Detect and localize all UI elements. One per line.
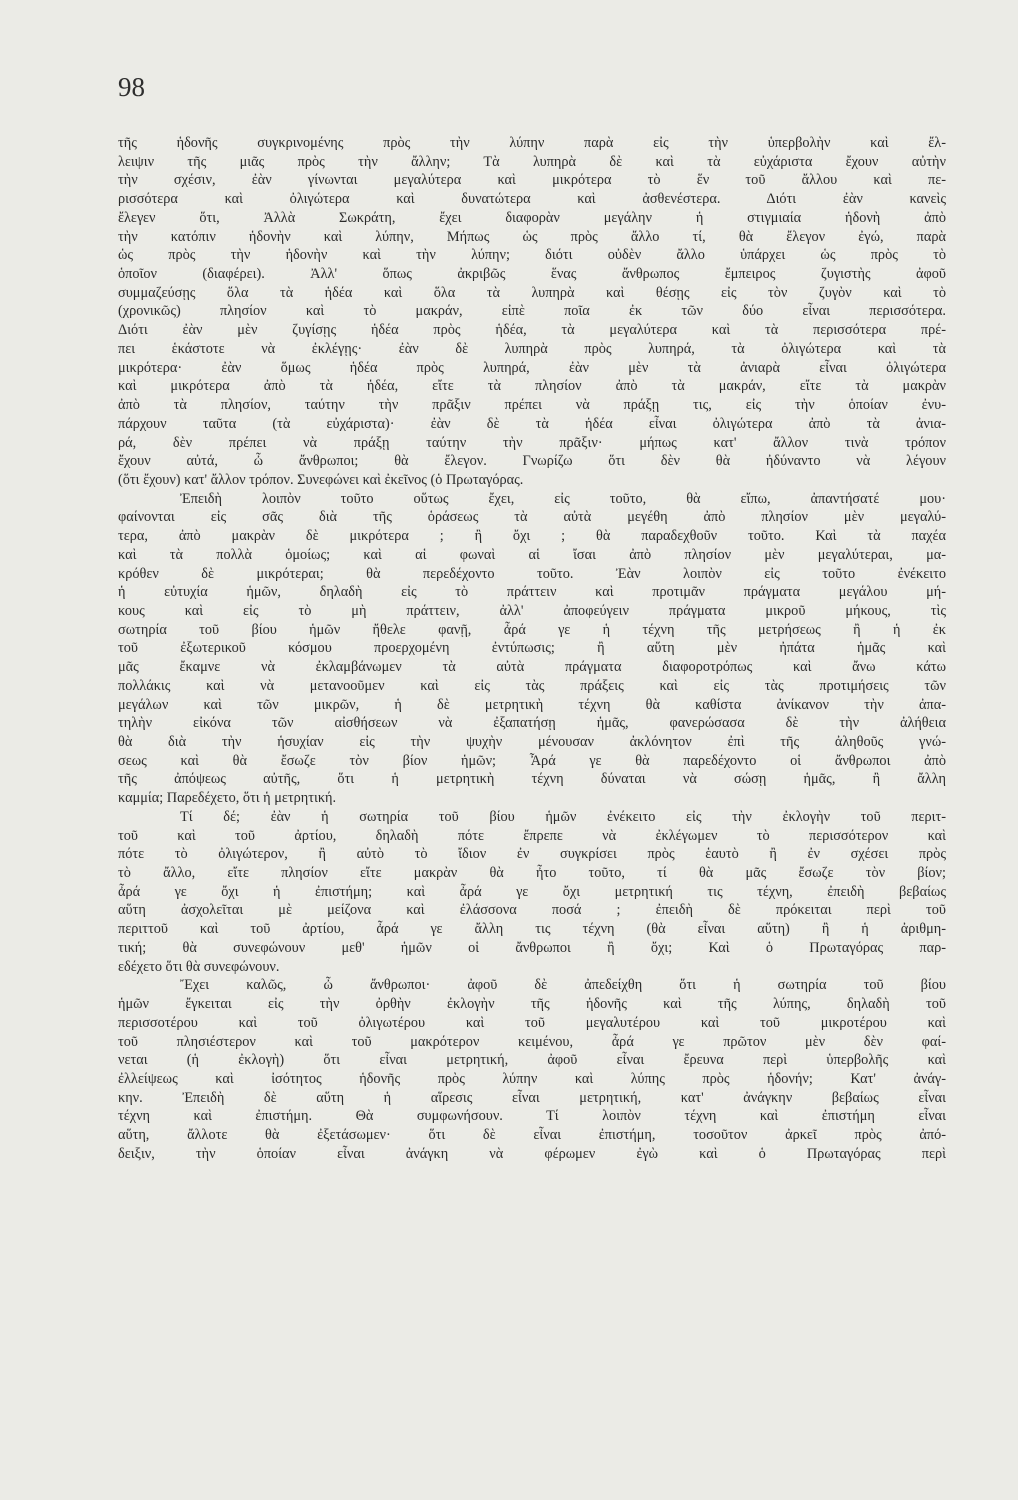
- text-line: κρόθεν δὲ μικρότεραι; θὰ περεδέχοντο τοῦτο. Ἐὰν λοιπὸν εἰς τοῦτο ἐνέκειτο: [118, 565, 946, 582]
- text-line: τοῦ πλησιέστερον καὶ τοῦ μακρότερον κειμένου, ἆρά γε πρῶτον μὲν δὲν φαί-: [118, 1033, 946, 1050]
- text-line: καὶ τὰ πολλὰ ὁμοίως; καὶ αἱ φωναὶ αἱ ἴσαι ἀπὸ πλησίον μὲν μεγαλύτεραι, μα-: [118, 546, 946, 563]
- text-line: τέχνη καὶ ἐπιστήμη. Θὰ συμφωνήσουν. Τί λοιπὸν τέχνη καὶ ἐπιστήμη εἶναι: [118, 1108, 946, 1125]
- text-line: καμμία; Παρεδέχετο, ὅτι ἡ μετρητική.: [118, 790, 337, 807]
- text-line: δειξιν, τὴν ὁποίαν εἶναι ἀνάγκη νὰ φέρωμεν ἐγὼ καὶ ὁ Πρωταγόρας περὶ: [118, 1145, 946, 1162]
- text-line: περισσοτέρου καὶ τοῦ ὀλιγωτέρου καὶ τοῦ μεγαλυτέρου καὶ τοῦ μικροτέρου καὶ: [118, 1014, 946, 1031]
- text-line: Ἐπειδὴ λοιπὸν τοῦτο οὕτως ἔχει, εἰς τοῦτο, θὰ εἴπω, ἀπαντήσατέ μου·: [180, 490, 946, 507]
- text-line: ἡμῶν ἔγκειται εἰς τὴν ὀρθὴν ἐκλογὴν τῆς ἡδονῆς καὶ τῆς λύπης, δηλαδὴ τοῦ: [118, 996, 946, 1013]
- text-line: ἔχουν αὐτά, ὦ ἄνθρωποι; θὰ ἔλεγον. Γνωρίζω ὅτι δὲν θὰ ἠδύναντο νὰ λέγουν: [118, 453, 946, 470]
- text-line: ἆρά γε ὄχι ἡ ἐπιστήμη; καὶ ἆρά γε ὄχι μετρητική τις τέχνη, ἐπειδὴ βεβαίως: [118, 883, 946, 900]
- text-line: πάρχουν ταῦτα (τὰ εὐχάριστα)· ἐὰν δὲ τὰ ἡδέα εἶναι ὀλιγώτερα ἀπὸ τὰ ἀνια-: [118, 415, 946, 432]
- text-line: Ἔχει καλῶς, ὦ ἄνθρωποι· ἀφοῦ δὲ ἀπεδείχθη ὅτι ἡ σωτηρία τοῦ βίου: [180, 977, 946, 994]
- text-line: τοῦ ἐξωτερικοῦ κόσμου προερχομένη ἐντύπωσις; ἢ αὕτη μὲν ἠπάτα ἡμᾶς καὶ: [118, 640, 946, 657]
- text-line: αὕτη ἀσχολεῖται μὲ μείζονα καὶ ἐλάσσονα ποσά ; ἐπειδὴ δὲ πρόκειται περὶ τοῦ: [118, 902, 946, 919]
- page-number: 98: [118, 72, 145, 102]
- text-line: τῆς ἡδονῆς συγκρινομένης πρὸς τὴν λύπην παρὰ εἰς τὴν ὑπερβολὴν καὶ ἔλ-: [118, 135, 946, 151]
- text-line: Διότι ἐὰν μὲν ζυγίσῃς ἡδέα πρὸς ἡδέα, τὰ μεγαλύτερα καὶ τὰ περισσότερα πρέ-: [118, 322, 946, 339]
- text-line: Τί δέ; ἐὰν ἡ σωτηρία τοῦ βίου ἡμῶν ἐνέκειτο εἰς τὴν ἐκλογὴν τοῦ περιτ-: [180, 808, 946, 825]
- text-line: ἡ εὐτυχία ἡμῶν, δηλαδὴ εἰς τὸ πράττειν καὶ προτιμᾶν πράγματα μεγάλου μή-: [118, 584, 946, 601]
- text-line: ἐλλείψεως καὶ ἰσότητος ἡδονῆς πρὸς λύπην καὶ λύπης πρὸς ἡδονήν; Κατ' ἀνάγ-: [118, 1070, 946, 1087]
- text-line: εδέχετο ὅτι θὰ συνεφώνουν.: [118, 958, 280, 975]
- text-line: ρά, δὲν πρέπει νὰ πράξῃ ταύτην τὴν πρᾶξιν· μήπως κατ' ἄλλον τινὰ τρόπον: [118, 434, 946, 451]
- text-line: κους καὶ εἰς τὸ μὴ πράττειν, ἀλλ' ἀποφεύγειν πράγματα μικροῦ μήκους, τὶς: [118, 602, 946, 619]
- text-line: μεγάλων καὶ τῶν μικρῶν, ἡ δὲ μετρητικὴ τέχνη θὰ καθίστα ἀνίκανον τὴν ἀπα-: [118, 696, 946, 713]
- text-line: πότε τὸ ὀλιγώτερον, ἢ αὐτὸ τὸ ἴδιον ἐν συγκρίσει πρὸς ἑαυτὸ ἢ ἐν σχέσει πρὸς: [118, 846, 946, 863]
- text-line: σωτηρία τοῦ βίου ἡμῶν ἤθελε φανῇ, ἆρά γε ἡ τέχνη τῆς μετρήσεως ἢ ἡ ἐκ: [118, 621, 946, 638]
- text-line: τὴν σχέσιν, ἐὰν γίνωνται μεγαλύτερα καὶ μικρότερα τὸ ἕν τοῦ ἄλλου καὶ πε-: [118, 172, 946, 189]
- text-line: κην. Ἐπειδὴ δὲ αὕτη ἡ αἵρεσις εἶναι μετρητική, κατ' ἀνάγκην βεβαίως εἶναι: [118, 1089, 946, 1106]
- text-line: τὸ ἄλλο, εἴτε πλησίον εἴτε μακρὰν θὰ ἦτο τοῦτο, τί θὰ μᾶς ἔσωζε τὸν βίον;: [118, 865, 946, 882]
- text-line: τὴν κατόπιν ἡδονὴν καὶ λύπην, Μήπως ὡς πρὸς ἄλλο τί, θὰ ἔλεγον ἐγώ, παρὰ: [118, 228, 946, 245]
- text-line: λειψιν τῆς μιᾶς πρὸς τὴν ἄλλην; Τὰ λυπηρὰ δὲ καὶ τὰ εὐχάριστα ἔχουν αὐτὴν: [118, 153, 946, 170]
- text-line: τῆς ἀπόψεως αὐτῆς, ὅτι ἡ μετρητικὴ τέχνη δύναται νὰ σώσῃ ἡμᾶς, ἢ ἄλλη: [118, 771, 946, 788]
- text-line: τική; θὰ συνεφώνουν μεθ' ἡμῶν οἱ ἄνθρωποι ἢ ὄχι; Καὶ ὁ Πρωταγόρας παρ-: [118, 939, 946, 956]
- text-line: ὁποῖον (διαφέρει). Ἀλλ' ὅπως ἀκριβῶς ἕνας ἄνθρωπος ἔμπειρος ζυγιστὴς ἀφοῦ: [118, 266, 946, 283]
- text-line: μικρότερα· ἐὰν ὅμως ἡδέα πρὸς λυπηρά, ἐὰν μὲν τὰ ἀνιαρὰ εἶναι ὀλιγώτερα: [118, 359, 946, 376]
- text-line: (χρονικῶς) πλησίον καὶ τὸ μακράν, εἰπὲ ποῖα ἐκ τῶν δύο εἶναι περισσότερα.: [118, 303, 946, 320]
- text-line: ἔλεγεν ὅτι, Ἀλλὰ Σωκράτη, ἔχει διαφορὰν μεγάλην ἡ στιγμιαία ἡδονὴ ἀπὸ: [118, 209, 946, 226]
- text-line: σεως καὶ θὰ ἔσωζε τὸν βίον ἡμῶν; Ἆρά γε θὰ παρεδέχοντο οἱ ἄνθρωποι ἀπὸ: [118, 752, 946, 769]
- text-line: μᾶς ἔκαμνε νὰ ἐκλαμβάνωμεν τὰ αὐτὰ πράγματα διαφοροτρόπως καὶ ἄνω κάτω: [118, 659, 946, 676]
- text-line: αὕτη, ἄλλοτε θὰ ἐξετάσωμεν· ὅτι δὲ εἶναι ἐπιστήμη, τοσοῦτον ἀρκεῖ πρὸς ἀπό-: [118, 1127, 946, 1144]
- text-line: ἀπὸ τὰ πλησίον, ταύτην τὴν πρᾶξιν πρέπει νὰ πράξῃ τις, εἰς τὴν ὁποίαν ἐνυ-: [118, 397, 946, 414]
- text-line: τοῦ καὶ τοῦ ἀρτίου, δηλαδὴ πότε ἔπρεπε νὰ ἐκλέγωμεν τὸ περισσότερον καὶ: [118, 827, 946, 844]
- text-line: περιττοῦ καὶ τοῦ ἀρτίου, ἆρά γε ἄλλη τις τέχνη (θὰ εἶναι αὕτη) ἢ ἡ ἀριθμη-: [118, 921, 946, 938]
- text-line: ὡς πρὸς τὴν ἡδονὴν καὶ τὴν λύπην; διότι οὐδὲν ἄλλο ὑπάρχει ὡς πρὸς τὸ: [118, 247, 946, 264]
- text-line: καὶ μικρότερα ἀπὸ τὰ ἡδέα, εἴτε τὰ πλησίον ἀπὸ τὰ μακράν, εἴτε τὰ μακρὰν: [118, 378, 946, 395]
- text-line: (ὅτι ἔχουν) κατ' ἄλλον τρόπον. Συνεφώνει καὶ ἐκεῖνος (ὁ Πρωταγόρας.: [118, 471, 524, 488]
- text-line: τηλὴν εἰκόνα τῶν αἰσθήσεων νὰ ἐξαπατήσῃ ἡμᾶς, φανερώσασα δὲ τὴν ἀλήθεια: [118, 715, 946, 732]
- text-line: πολλάκις καὶ νὰ μετανοοῦμεν καὶ εἰς τὰς πράξεις καὶ εἰς τὰς προτιμήσεις τῶν: [118, 677, 946, 694]
- text-line: ρισσότερα καὶ ὀλιγώτερα καὶ δυνατώτερα καὶ ἀσθενέστερα. Διότι ἐὰν κανεὶς: [118, 191, 946, 208]
- text-line: συμμαζεύσῃς ὅλα τὰ ἡδέα καὶ ὅλα τὰ λυπηρὰ καὶ θέσῃς εἰς τὸν ζυγὸν καὶ τὸ: [118, 284, 946, 301]
- text-line: νεται (ἡ ἐκλογὴ) ὅτι εἶναι μετρητική, ἀφοῦ εἶναι ἔρευνα περὶ ὑπερβολῆς καὶ: [118, 1052, 946, 1069]
- text-line: θὰ διὰ τὴν ἡσυχίαν εἰς τὴν ψυχὴν μένουσαν ἀκλόνητον ἐπὶ τῆς ἀληθοῦς γνώ-: [118, 734, 946, 750]
- text-line: πει ἑκάστοτε νὰ ἐκλέγῃς· ἐὰν δὲ λυπηρὰ πρὸς λυπηρά, τὰ ὀλιγώτερα καὶ τὰ: [118, 340, 946, 357]
- text-line: τερα, ἀπὸ μακρὰν δὲ μικρότερα ; ἢ ὄχι ; θὰ παραδεχθοῦν τοῦτο. Καὶ τὰ παχέα: [118, 528, 946, 545]
- text-line: φαίνονται εἰς σᾶς διὰ τῆς ὁράσεως τὰ αὐτὰ μεγέθη ἀπὸ πλησίον μὲν μεγαλύ-: [118, 509, 946, 526]
- body-text: [118, 134, 946, 1164]
